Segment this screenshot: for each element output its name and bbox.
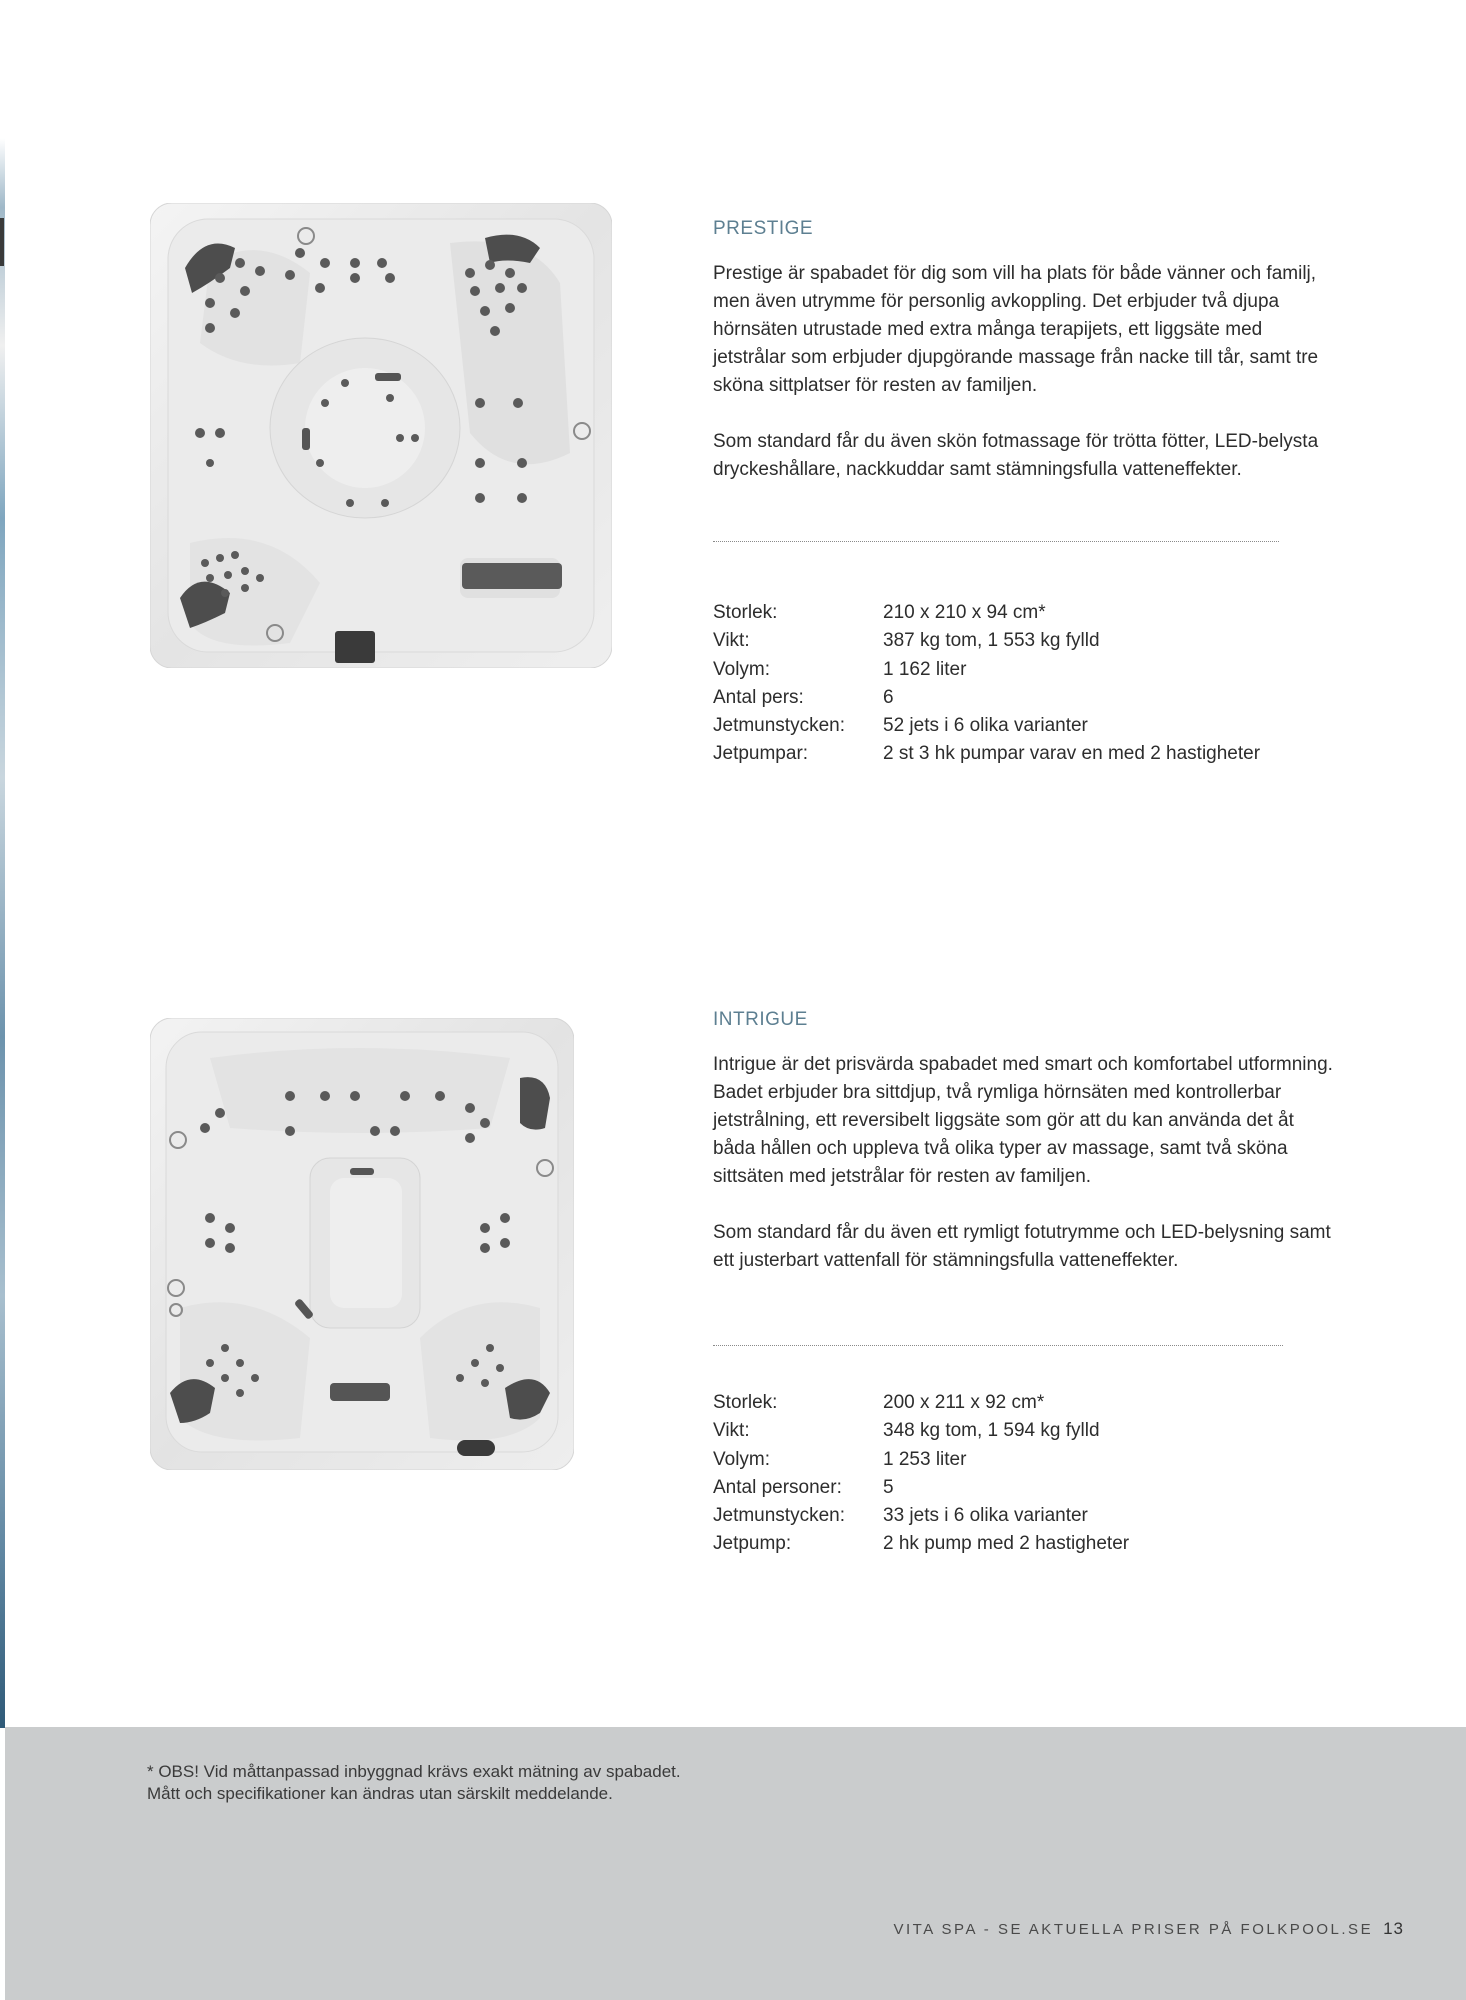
spec-row [713, 1417, 1129, 1445]
intrigue-standard-features: Som standard får du även ett rymligt fotutrymme och LED-belysning samt ett justerbart vattenfall för stämningsfulla vatteneffekter. [713, 1222, 1331, 1271]
prestige-title: PRESTIGE [713, 218, 814, 239]
spec-value: 387 kg tom, 1 553 kg fylld [883, 630, 1100, 652]
intrigue-description: Intrigue är det prisvärda spabadet med smart och komfortabel utformning. Badet erbjuder bra sittdjup, två rymliga hörnsäten med kontrollerbar jetstrålning, ett reversibelt liggsäte som gör att du kan använda det åt båda hållen och uppleva två olika typer av massage, samt två sköna sittsäten med jetstrålar för resten av familjen. [713, 1054, 1333, 1187]
spec-label: Vikt: [713, 1420, 750, 1442]
intrigue-specs [713, 1389, 1129, 1559]
spec-row [713, 1474, 1129, 1502]
footnote-line-1: * OBS! Vid måttanpassad inbyggnad krävs exakt mätning av spabadet. [147, 1762, 681, 1781]
spec-value: 5 [883, 1476, 894, 1498]
spec-value: 1 162 liter [883, 658, 967, 680]
intrigue-divider [713, 1345, 1283, 1346]
spec-value: 2 st 3 hk pumpar varav en med 2 hastigheter [883, 743, 1261, 765]
footnote [147, 1761, 681, 1805]
spec-row [713, 712, 1260, 740]
prestige-section [713, 218, 1333, 512]
intrigue-title: INTRIGUE [713, 1009, 808, 1030]
spec-label: Volym: [713, 658, 771, 680]
spec-value: 1 253 liter [883, 1448, 967, 1470]
spec-row [713, 599, 1260, 627]
footer-tagline: VITA SPA - SE AKTUELLA PRISER PÅ FOLKPOOL.SE [893, 1921, 1374, 1938]
spec-label: Jetpumpar: [713, 743, 809, 765]
spec-row [713, 684, 1260, 712]
spec-label: Vikt: [713, 630, 750, 652]
footer-tagline-block [893, 1919, 1404, 1939]
spec-label: Jetmunstycken: [713, 1505, 845, 1527]
spec-row [713, 740, 1260, 768]
spec-value: 200 x 211 x 92 cm* [883, 1392, 1045, 1413]
spec-value: 6 [883, 686, 894, 708]
prestige-specs [713, 599, 1260, 769]
spec-label: Storlek: [713, 1392, 778, 1413]
spec-label: Antal personer: [713, 1476, 842, 1498]
prestige-spa-image [150, 203, 612, 668]
edge-mark [0, 218, 4, 266]
spec-value: 2 hk pump med 2 hastigheter [883, 1533, 1130, 1555]
prestige-standard-features: Som standard får du även skön fotmassage för trötta fötter, LED-belysta dryckeshållare, nackkuddar samt stämningsfulla vatteneffekter. [713, 431, 1319, 480]
spec-label: Storlek: [713, 602, 778, 623]
spec-row [713, 1502, 1129, 1530]
spec-value: 52 jets i 6 olika varianter [883, 715, 1088, 737]
intrigue-section [713, 1009, 1333, 1303]
intrigue-spa-image [150, 1018, 574, 1470]
prestige-description: Prestige är spabadet för dig som vill ha plats för både vänner och familj, men även utrymme för personlig avkoppling. Det erbjuder två djupa hörnsäten utrustade med extra många terapijets, ett liggsäte med jetstrålar som erbjuder djupgörande massage från nacke till tår, samt tre sköna sittplatser för resten av familjen. [713, 263, 1319, 396]
spec-label: Volym: [713, 1448, 771, 1470]
page-number: 13 [1383, 1919, 1404, 1938]
spec-value: 33 jets i 6 olika varianter [883, 1505, 1088, 1527]
spec-label: Jetmunstycken: [713, 715, 845, 737]
spec-label: Jetpump: [713, 1533, 792, 1555]
spec-row [713, 627, 1260, 655]
spec-label: Antal pers: [713, 686, 804, 708]
footnote-line-2: Mått och specifikationer kan ändras utan särskilt meddelande. [147, 1784, 613, 1803]
spec-value: 210 x 210 x 94 cm* [883, 602, 1046, 623]
footer-band [5, 1727, 1466, 2000]
spec-value: 348 kg tom, 1 594 kg fylld [883, 1420, 1100, 1442]
prestige-divider [713, 541, 1279, 542]
spec-row [713, 656, 1260, 684]
spec-row [713, 1530, 1129, 1558]
spec-row [713, 1446, 1129, 1474]
spec-row [713, 1389, 1129, 1417]
